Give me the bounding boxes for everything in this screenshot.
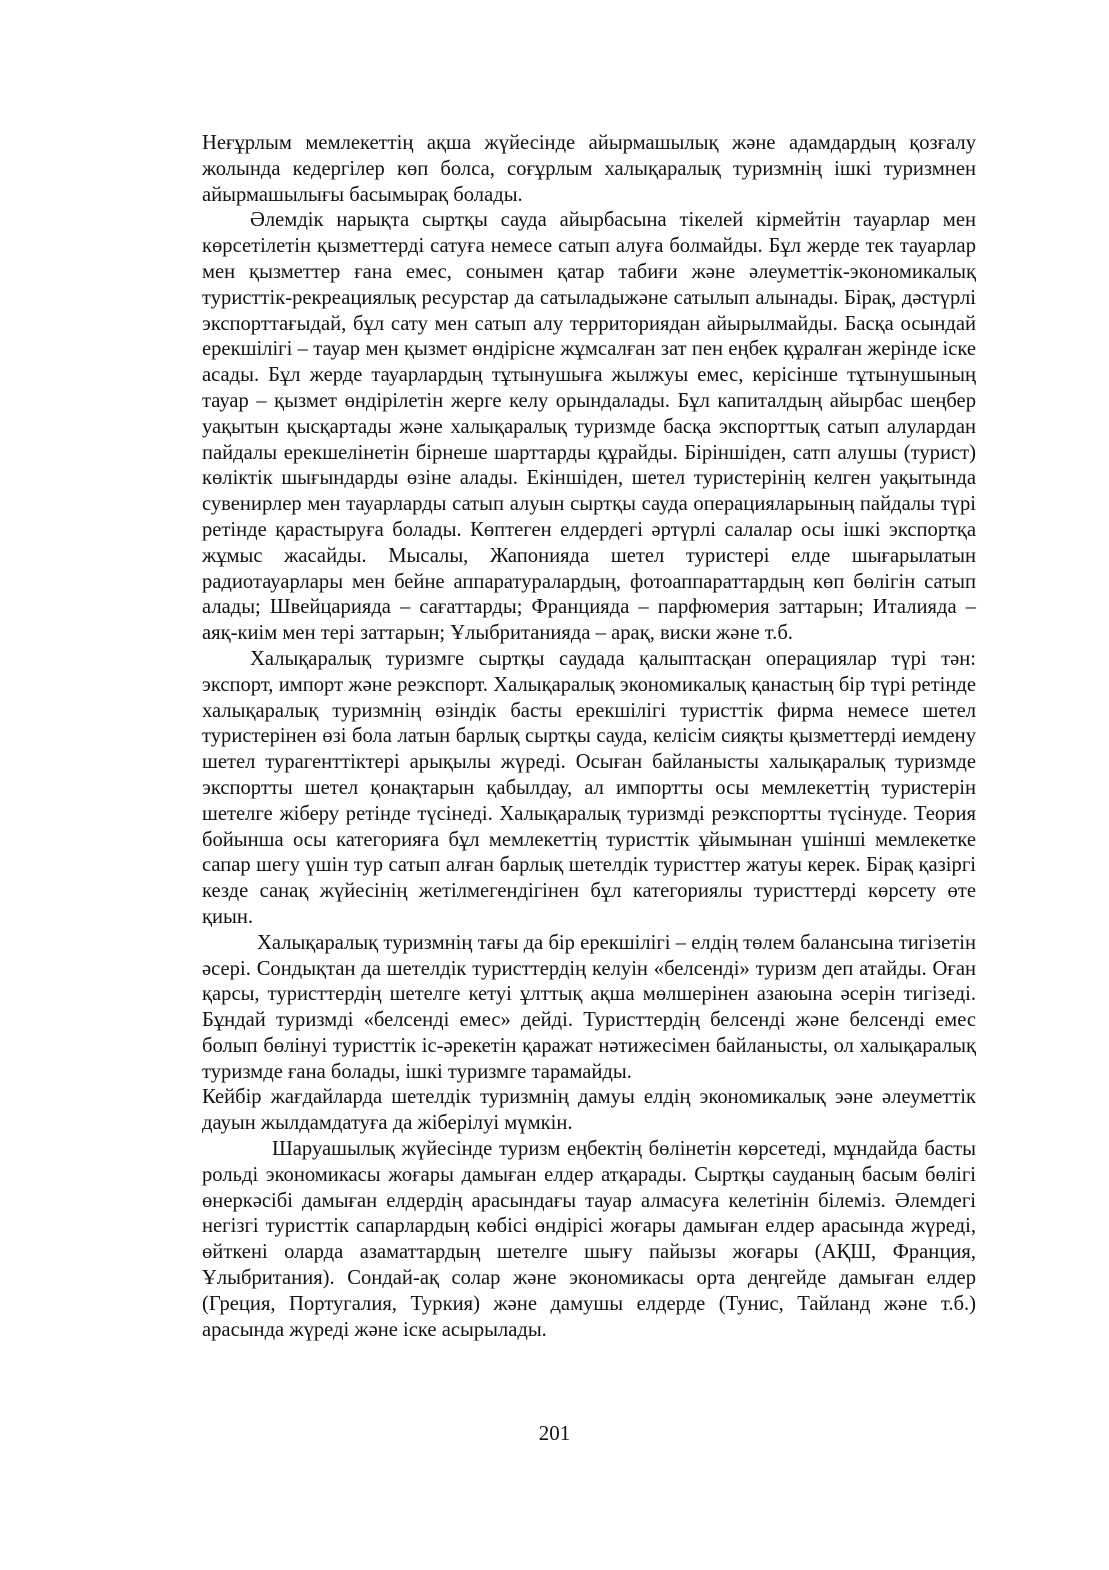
page-number: 201 bbox=[538, 1421, 571, 1445]
page-body bbox=[202, 131, 976, 1343]
paragraph-2: Әлемдік нарықта сыртқы сауда айырбасына тікелей кірмейтін тауарлар мен көрсетілетін қызметтерді сатуға немесе сатып алуға болмайды. Бұл жерде тек тауарлар мен қызметтер ғана емес, сонымен қатар табиғи және әлеуметтік-экономикалық туристтік-рекреациялық ресурстар да сатыладыжәне сатылып алынады. Бірақ, дәстүрлі экспорттағыдай, бұл сату мен сатып алу территориядан айырылмайды. Басқа осындай ерекшілігі – тауар мен қызмет өндірісне жұмсалған зат пен еңбек құралған жерінде іске асады. Бұл жерде тауарлардың тұтынушыға жылжуы емес, керісінше тұтынушының тауар – қызмет өндірілетін жерге келу орындалады. Бұл капиталдың айырбас шеңбер уақытын қысқартады және халықаралық туризмде басқа экспорттық сатып алулардан пайдалы ерекшелінетін бірнеше шарттарды құрайды. Біріншіден, сатп алушы (турист) көліктік шығындарды өзіне алады. Екіншіден, шетел туристерінің келген уақытында сувенирлер мен тауарларды сатып алуын сыртқы сауда операцияларының пайдалы түрі ретінде қарастыруға болады. Көптеген елдердегі әртүрлі салалар осы ішкі экспортқа жұмыс жасайды. Мысалы, Жапонияда шетел туристері елде шығарылатын радиотауарлары мен бейне аппаратуралардың, фотоаппараттардың көп бөлігін сатып алады; Швейцарияда – сағаттарды; Францияда – парфюмерия заттарын; Италияда – аяқ-киім мен тері заттарын; Ұлыбританияда – арақ, виски және т.б. bbox=[202, 209, 976, 645]
paragraph-5: Кейбір жағдайларда шетелдік туризмнің дамуы елдің экономикалық эәне әлеуметтік дауын жылдамдатуға да жіберілуі мүмкін. bbox=[202, 1086, 976, 1135]
paragraph-3: Халықаралық туризмге сыртқы саудада қалыптасқан операциялар түрі тән: экспорт, импорт және реэкспорт. Халықаралық экономикалық қанастың бір түрі ретінде халықаралық туризмнің өзіндік басты ерекшілігі туристтік фирма немесе шетел туристерінен өзі бола латын барлық сыртқы сауда, келісім сияқты қызметтерді иемдену шетел турагенттіктері арықылы жүреді. Осыған байланысты халықаралық туризмде экспортты шетел қонақтарын қабылдау, ал импортты осы мемлекеттің туристерін шетелге жіберу ретінде түсінеді. Халықаралық туризмді реэкспортты түсінуде. Теория бойынша осы категорияға бұл мемлекеттің туристтік ұйымынан үшінші мемлекетке сапар шегу үшін тур сатып алған барлық шетелдік туристтер жатуы керек. Бірақ қазіргі кезде санақ жүйесінің жетілмегендігінен бұл категориялы туристтерді көрсету өте қиын. bbox=[202, 647, 976, 928]
paragraph-6: Шаруашылық жүйесінде туризм еңбектің бөлінетін көрсетеді, мұндайда басты рольді экономикасы жоғары дамыған елдер атқарады. Сыртқы сауданың басым бөлігі өнеркәсібі дамыған елдердің арасындағы тауар алмасуға келетінін білеміз. Әлемдегі негізгі туристтік сапарлардың көбісі өндірісі жоғары дамыған елдер арасында жүреді, өйткені оларда азаматтардың шетелге шығу пайызы жоғары (АҚШ, Франция, Ұлыбритания). Сондай-ақ солар және экономикасы орта деңгейде дамыған елдер (Греция, Португалия, Туркия) және дамушы елдерде (Тунис, Тайланд және т.б.) арасында жүреді және іске асырылады. bbox=[202, 1138, 976, 1341]
paragraph-1: Неғұрлым мемлекеттің ақша жүйесінде айырмашылық және адамдардың қозғалу жолында кедергілер көп болса, соғұрлым халықаралық туризмнің ішкі туризмнен айырмашылығы басымырақ болады. bbox=[202, 132, 976, 206]
paragraph-4: Халықаралық туризмнің тағы да бір ерекшілігі – елдің төлем балансына тигізетін әсері. Сондықтан да шетелдік туристтердің келуін «белсенді» туризм деп атайды. Оған қарсы, туристтердің шетелге кетуі ұлттық ақша мөлшерінен азаюына әсерін тигізеді. Бұндай туризмді «белсенді емес» дейді. Туристтердің белсенді және белсенді емес болып бөлінуі туристтік іс-әрекетін қаражат нәтижесімен байланысты, ол халықаралық туризмде ғана болады, ішкі туризмге тарамайды. bbox=[202, 931, 976, 1083]
